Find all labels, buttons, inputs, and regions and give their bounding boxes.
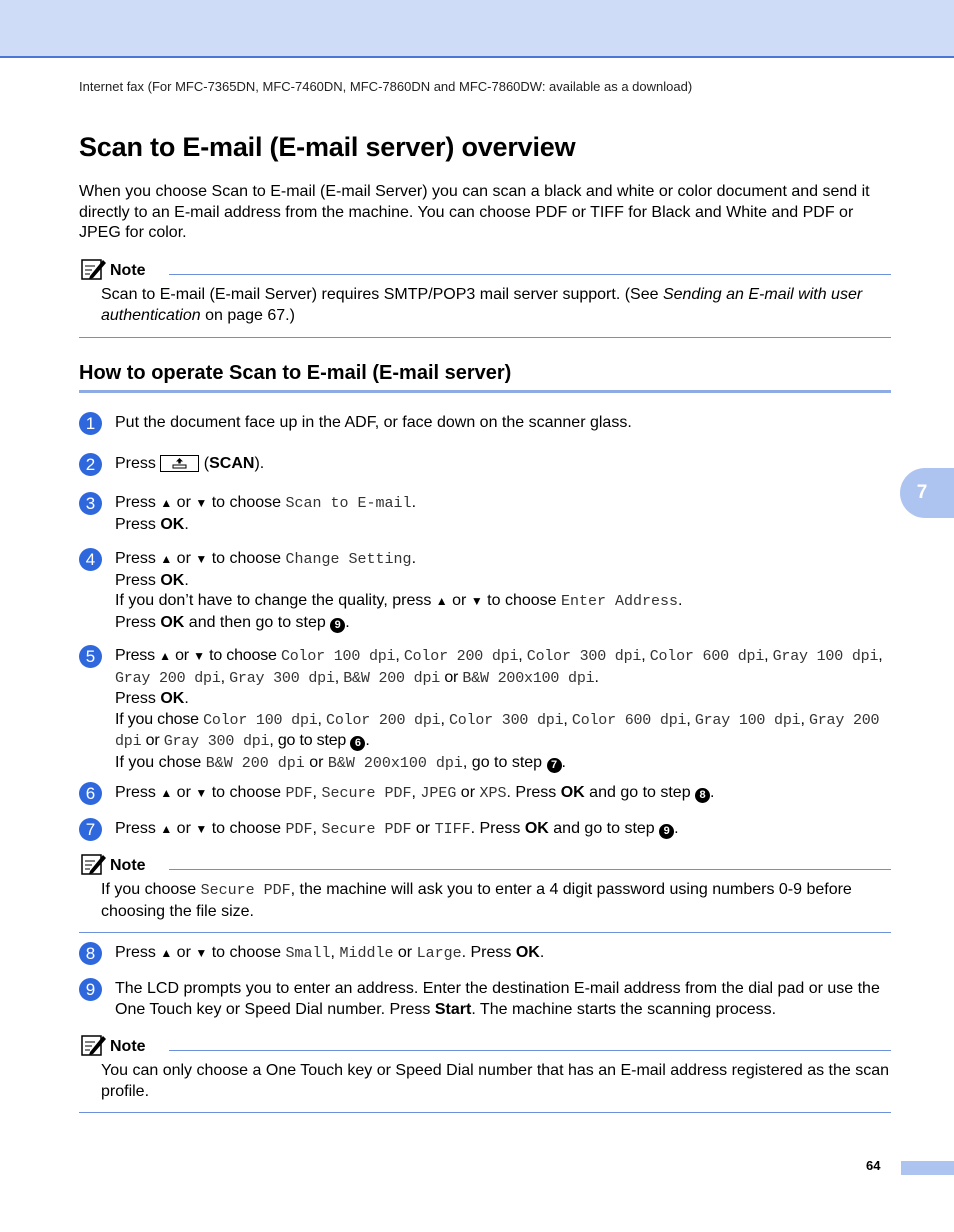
menu-option: Color 100 dpi bbox=[203, 711, 318, 729]
step-text: Press ▲ or ▼ to choose Change Setting. Press OK. If you don’t have to change the quality, press ▲ or ▼ to choose Enter Address. Press OK and then go to step 9 . bbox=[115, 550, 683, 631]
menu-option: B&W 200x100 dpi bbox=[327, 754, 463, 772]
step-text: Press ▲ or ▼ to choose PDF, Secure PDF, JPEG or XPS. Press OK and go to step 8 . bbox=[115, 784, 715, 802]
menu-option: B&W 200x100 dpi bbox=[462, 669, 595, 687]
start-key-label: Start bbox=[434, 1000, 472, 1018]
menu-option: Small bbox=[285, 945, 331, 962]
menu-option: Color 600 dpi bbox=[649, 648, 765, 665]
step-text: The LCD prompts you to enter an address. Enter the destination E-mail address from the dial pad or use the One Touch key or Speed Dial number. Press Start. The machine starts the scanning process. bbox=[115, 980, 880, 1018]
footer-bar bbox=[901, 1161, 954, 1175]
up-arrow-icon: ▲ bbox=[435, 594, 448, 608]
ok-key-label: OK bbox=[160, 515, 185, 533]
down-arrow-icon: ▼ bbox=[195, 786, 208, 800]
ok-key-label: OK bbox=[160, 690, 185, 707]
menu-option: XPS bbox=[479, 785, 507, 802]
cross-reference-link[interactable]: Sending an E-mail with user authentication bbox=[101, 286, 863, 324]
step-number: 7 bbox=[79, 818, 102, 841]
page-number: 64 bbox=[866, 1158, 881, 1173]
menu-option: Secure PDF bbox=[321, 821, 412, 838]
menu-option: Secure PDF bbox=[200, 882, 291, 899]
step-text: Put the document face up in the ADF, or face down on the scanner glass. bbox=[115, 414, 632, 431]
step-number: 6 bbox=[79, 782, 102, 805]
step-7 bbox=[79, 819, 894, 841]
step-6 bbox=[79, 783, 894, 805]
note-divider bbox=[169, 869, 891, 870]
note-bottom-rule bbox=[79, 337, 891, 338]
menu-option: PDF bbox=[285, 785, 313, 802]
ok-key-label: OK bbox=[515, 944, 540, 961]
header-band bbox=[0, 0, 954, 58]
menu-option: Gray 200 dpi bbox=[115, 711, 880, 750]
menu-option: TIFF bbox=[434, 821, 471, 838]
step-5 bbox=[79, 646, 894, 774]
menu-option: Gray 100 dpi bbox=[694, 711, 801, 729]
menu-option: Gray 100 dpi bbox=[772, 648, 879, 665]
menu-option: Secure PDF bbox=[321, 785, 412, 802]
menu-option: Color 200 dpi bbox=[326, 711, 441, 729]
step-9 bbox=[79, 979, 894, 1020]
step-reference-icon: 7 bbox=[547, 758, 562, 773]
menu-option: Color 200 dpi bbox=[403, 648, 519, 665]
ok-key-label: OK bbox=[160, 613, 185, 631]
menu-option: Middle bbox=[339, 945, 394, 962]
step-reference-icon: 9 bbox=[659, 824, 674, 839]
down-arrow-icon: ▼ bbox=[195, 822, 208, 836]
menu-option: Gray 300 dpi bbox=[163, 733, 270, 750]
ok-key-label: OK bbox=[160, 571, 185, 589]
ok-key-label: OK bbox=[560, 784, 585, 801]
menu-option: PDF bbox=[285, 821, 313, 838]
note-label: Note bbox=[110, 1038, 146, 1055]
down-arrow-icon: ▼ bbox=[195, 946, 208, 960]
step-3 bbox=[79, 493, 894, 535]
step-text: Press ▲ or ▼ to choose PDF, Secure PDF or TIFF. Press OK and go to step 9 . bbox=[115, 820, 679, 838]
step-number: 1 bbox=[79, 412, 102, 435]
note-text: If you choose Secure PDF, the machine will ask you to enter a 4 digit password using numbers 0-9 before choosing the file size. bbox=[101, 881, 852, 920]
step-number: 2 bbox=[79, 453, 102, 476]
up-arrow-icon: ▲ bbox=[160, 496, 173, 510]
step-reference-icon: 8 bbox=[695, 788, 710, 803]
note-pencil-icon bbox=[81, 852, 107, 876]
down-arrow-icon: ▼ bbox=[195, 552, 208, 566]
note-one-touch bbox=[79, 1033, 891, 1113]
ok-key-label: OK bbox=[524, 820, 549, 837]
step-text: Press (SCAN). bbox=[115, 455, 265, 472]
menu-option: Color 300 dpi bbox=[526, 648, 642, 665]
step-number: 3 bbox=[79, 492, 102, 515]
step-1 bbox=[79, 413, 894, 434]
intro-paragraph: When you choose Scan to E-mail (E-mail Server) you can scan a black and white or color document and send it directly to an E-mail address from the machine. You can choose PDF or TIFF for Black and White and PDF or JPEG for color. bbox=[79, 183, 870, 241]
page-title: Scan to E-mail (E-mail server) overview bbox=[79, 132, 576, 162]
menu-option: Color 600 dpi bbox=[571, 711, 687, 729]
up-arrow-icon: ▲ bbox=[160, 552, 173, 566]
step-number: 5 bbox=[79, 645, 102, 668]
up-arrow-icon: ▲ bbox=[160, 946, 173, 960]
menu-option: B&W 200 dpi bbox=[343, 669, 441, 687]
note-label: Note bbox=[110, 262, 146, 279]
note-smtp bbox=[79, 257, 891, 338]
note-bottom-rule bbox=[79, 932, 891, 933]
note-bottom-rule bbox=[79, 1112, 891, 1113]
menu-option: Large bbox=[416, 945, 462, 962]
down-arrow-icon: ▼ bbox=[195, 496, 208, 510]
up-arrow-icon: ▲ bbox=[160, 786, 173, 800]
step-text: Press ▲ or ▼ to choose Small, Middle or Large. Press OK. bbox=[115, 944, 545, 962]
down-arrow-icon: ▼ bbox=[470, 594, 483, 608]
menu-option: Gray 300 dpi bbox=[229, 669, 335, 687]
up-arrow-icon: ▲ bbox=[159, 649, 171, 663]
note-label: Note bbox=[110, 857, 146, 874]
note-text: You can only choose a One Touch key or Speed Dial number that has an E-mail address registered as the scan profile. bbox=[101, 1062, 890, 1100]
step-number: 4 bbox=[79, 548, 102, 571]
menu-option: Scan to E-mail bbox=[285, 495, 412, 512]
section-title: How to operate Scan to E-mail (E-mail server) bbox=[79, 362, 891, 393]
step-8 bbox=[79, 943, 894, 965]
scan-key-icon bbox=[160, 455, 199, 472]
step-text: Press ▲ or ▼ to choose Scan to E-mail. Press OK. bbox=[115, 494, 417, 533]
up-arrow-icon: ▲ bbox=[160, 822, 173, 836]
note-text: Scan to E-mail (E-mail Server) requires SMTP/POP3 mail server support. (See Sending an E-mail with user authentication on page 67.) bbox=[101, 286, 863, 324]
step-2 bbox=[79, 454, 894, 475]
note-secure-pdf bbox=[79, 852, 891, 933]
running-header: Internet fax (For MFC-7365DN, MFC-7460DN, MFC-7860DN and MFC-7860DW: available as a download) bbox=[79, 79, 693, 94]
menu-option: Enter Address bbox=[560, 593, 679, 610]
step-4 bbox=[79, 549, 894, 633]
step-reference-icon: 6 bbox=[350, 736, 365, 751]
step-number: 9 bbox=[79, 978, 102, 1001]
menu-option: Gray 200 dpi bbox=[115, 669, 221, 687]
step-number: 8 bbox=[79, 942, 102, 965]
note-divider bbox=[169, 274, 891, 275]
menu-option: Change Setting bbox=[285, 551, 412, 568]
step-reference-icon: 9 bbox=[330, 618, 345, 633]
menu-option: JPEG bbox=[420, 785, 457, 802]
menu-option: Color 300 dpi bbox=[448, 711, 564, 729]
step-text: Press ▲ or ▼ to choose Color 100 dpi, Color 200 dpi, Color 300 dpi, Color 600 dpi, Gray 100 dpi, Gray 200 dpi, Gray 300 dpi, B&W 200 dpi or B&W 200x100 dpi. Press OK. If you chose Color 100 dpi, Color 200 dpi, Color 300 dpi, Color 600 dpi, Gray 100 dpi, Gray 200 dpi or Gray 300 dpi, go to step 6 . If you chose B&W 200 dpi or B&W 200x100 dpi, go to step 7 . bbox=[115, 647, 883, 772]
down-arrow-icon: ▼ bbox=[193, 649, 205, 663]
note-pencil-icon bbox=[81, 1033, 107, 1057]
note-pencil-icon bbox=[81, 257, 107, 281]
scan-key-label: SCAN bbox=[209, 455, 255, 472]
chapter-tab[interactable]: 7 bbox=[900, 468, 954, 518]
menu-option: Color 100 dpi bbox=[280, 648, 396, 665]
note-divider bbox=[169, 1050, 891, 1051]
menu-option: B&W 200 dpi bbox=[205, 754, 305, 772]
